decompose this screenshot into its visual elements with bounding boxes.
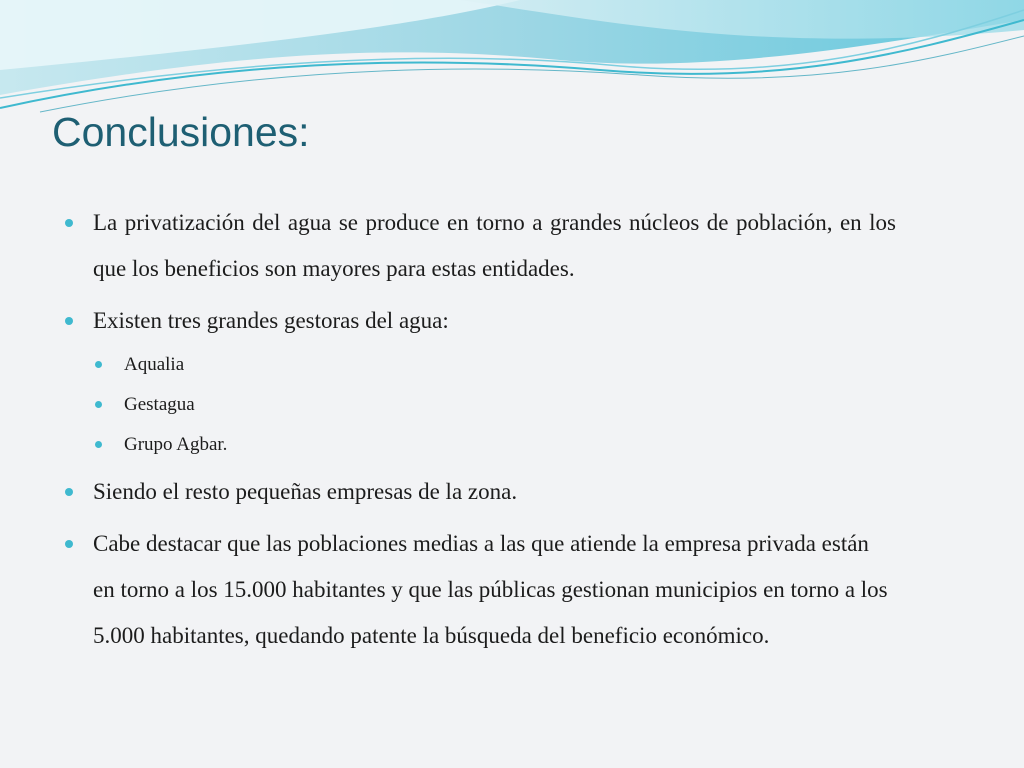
- bullet-item: [62, 298, 896, 344]
- bullet-item: [62, 200, 896, 292]
- sub-bullet-item: [62, 347, 896, 383]
- bullet-text: La privatización del agua se produce en torno a grandes núcleos de población, en los que los beneficios son mayores para estas entidades.: [93, 210, 896, 281]
- slide-title: Conclusiones:: [52, 109, 310, 155]
- sub-bullet-text: Grupo Agbar.: [124, 434, 228, 455]
- bullet-dot-icon: [95, 441, 102, 448]
- bullet-item: [62, 469, 896, 515]
- bullet-item: [62, 521, 896, 659]
- bullet-dot-icon: [65, 488, 73, 496]
- bullet-text: Existen tres grandes gestoras del agua:: [93, 308, 449, 333]
- bullet-dot-icon: [65, 540, 73, 548]
- bullet-text: Cabe destacar que las poblaciones medias a las que atiende la empresa privada están en torno a los 15.000 habitantes y que las públicas gestionan municipios en torno a los 5.000 habitantes, quedando patente la búsqueda del beneficio económico.: [93, 531, 888, 648]
- sub-bullet-text: Aqualia: [124, 354, 185, 375]
- bullet-dot-icon: [65, 317, 73, 325]
- bullet-dot-icon: [95, 361, 102, 368]
- bullet-dot-icon: [95, 401, 102, 408]
- bullet-text: Siendo el resto pequeñas empresas de la zona.: [93, 479, 518, 504]
- sub-bullet-item: [62, 387, 896, 423]
- slide-body: [62, 200, 896, 659]
- sub-bullet-text: Gestagua: [124, 394, 195, 415]
- sub-bullet-item: [62, 427, 896, 463]
- bullet-dot-icon: [65, 219, 73, 227]
